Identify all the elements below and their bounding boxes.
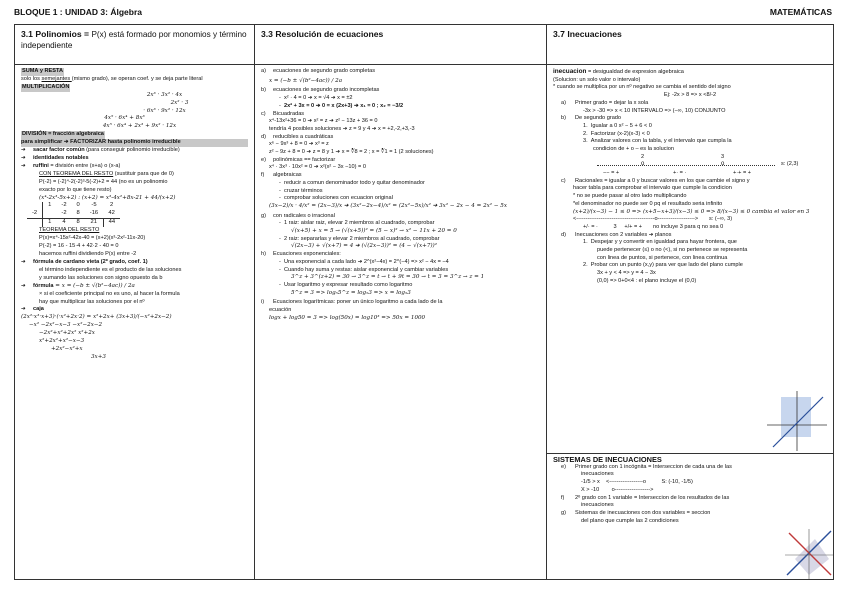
- math-line: - 2x² + 3x = 0 ➔ 0 = x (2x+3) ➔ x₁ = 0 ; x₂ = −3/2: [279, 102, 404, 109]
- header-text: P(x) está formado por monomios y término independiente: [21, 30, 247, 50]
- text-line: (0,0) => 0+0<4 : el plano incluye el (0,0): [597, 277, 697, 284]
- list-item: - Una exponencial a cada lado ➔ 2^(x²−4x) = 2^(−4) => x² − 4x = −4: [279, 258, 449, 265]
- number-line-label: 2: [641, 153, 645, 160]
- list-item: - reducir a comun denominador todo y quitar denominador: [279, 179, 425, 186]
- text-line: inecuaciones: [581, 502, 614, 509]
- text-line: hay que multiplicar las soluciones por el nº: [39, 298, 145, 305]
- list-item: ➔ ruffini = división entre (x+a) o (x-a): [21, 162, 121, 169]
- sign-label: −− = +: [603, 169, 620, 176]
- math-line: (x+2)/(x−3) − 1 ≤ 0 => (x+5−x+3)/(x−3) ≤ 0 => 8/(x−3) ≤ 0 cambia el valor en 3: [573, 208, 810, 215]
- math-line: z² − 9z + 8 = 0 ➔ z = 8 y 1 ➔ x = ∛8 = 2 ; x = ∛1 = 1 (2 soluciones): [269, 149, 434, 156]
- list-item: - Cuando hay suma y restas: aislar exponencial y cambiar variables: [279, 266, 449, 273]
- list-item: g) Sistemas de inecuaciones con dos variables = seccion: [561, 509, 711, 516]
- math-line: 5^z = 3 => log₅5^z = log₅3 => x = log₅3: [291, 289, 411, 296]
- header-bold: 3.7 Inecuaciones: [553, 29, 622, 39]
- text-line: solo los semejantes (mismo grado), se operan coef. y se deja parte literal: [21, 75, 203, 82]
- text-line: -1/5 > x <------------------o S: (-10, -1/5): [581, 479, 693, 486]
- text-line: *el denominador no puede ser 0 pq el resultado seria infinito: [573, 200, 723, 207]
- math-line: 4x⁵ · 6x⁴ + 2x³ + 9x² · 12x: [102, 123, 177, 130]
- text-line: 3x + y < 4 => y = 4 − 3x: [597, 270, 656, 277]
- sign-label: +·+ = +: [733, 169, 752, 176]
- page-header: [14, 7, 832, 19]
- subject-title: MATEMÁTICAS: [769, 7, 832, 17]
- math-line: x⁴ · 3x³ · 10x² = 0 ➔ x²(x² − 3x −10) = 0: [269, 164, 366, 171]
- list-item: - Usar logaritmo y expresar resultado como logaritmo: [279, 281, 413, 288]
- list-item: 1. Igualar a 0 x² − 5 + 6 < 0: [583, 122, 652, 129]
- math-line: √(x+5) + x = 5 → (√(x+5))² = (5 − x)² → x² − 11x + 20 = 0: [291, 228, 457, 235]
- text-line: exacto por lo que tiene resto): [39, 186, 112, 193]
- list-item: - cruzar términos: [279, 187, 323, 194]
- list-item: 1. Despejar y y convertir en igualdad para hayar frontera, que: [583, 239, 737, 246]
- math-line: x = (−b ± √(b²−4ac)) / 2a: [269, 77, 343, 84]
- text-line: ecuación: [269, 307, 292, 314]
- math-line: 2x² · 3: [170, 99, 189, 106]
- table-row: 1 -2 0 -5 2: [27, 202, 120, 210]
- header-bold: 3.1 Polinomios =: [21, 29, 92, 39]
- list-item: 2. Factorizar (x-2)(x-3) < 0: [583, 130, 650, 137]
- open-point: o: [721, 160, 725, 167]
- section-title: MULTIPLICACIÓN: [22, 83, 70, 90]
- math-line: 2x³ · 3x² · 4x: [146, 91, 183, 98]
- list-item: ➔ fórmula de cardano vieta (2º grado, coef. 1): [21, 259, 148, 266]
- sign-label: +· = ·: [673, 169, 687, 176]
- text-line: * cuando se multiplica por un nº negativo se cambia el sentido del signo: [553, 84, 731, 91]
- text-line: con linea de puntos, si pertenece, con linea continua: [597, 254, 728, 261]
- text-line: P(x)=x⁴-15x²-42x-40 = (x+2)(x³-2x²-11x-20): [39, 235, 146, 242]
- list-item: b) De segundo grado: [561, 115, 622, 122]
- number-line-axis: [597, 165, 775, 166]
- column-body: [255, 65, 546, 326]
- math-line: −x² −2x²−x−3 −x²−2x−2: [29, 322, 103, 329]
- section-title: SISTEMAS DE INECUACIONES: [553, 455, 662, 464]
- list-item: - 2 raiz: separarlas y elevar 2 miembros al cuadrado, comprobar: [279, 235, 440, 242]
- list-item: ➔ caja: [21, 306, 44, 313]
- text-line: y sumando las soluciones con signo opuesto da b: [39, 274, 163, 281]
- text-line: TEOREMA DEL RESTO: [39, 227, 100, 234]
- math-line: 4x⁵ · 6x⁴ + 8x³: [104, 115, 145, 122]
- column-body: [15, 65, 254, 365]
- header-bold: 3.3 Resolución de ecuaciones: [261, 29, 384, 39]
- text-line: Ej: -2x > 8 => x <8/-2: [663, 92, 717, 99]
- math-line: · 6x³ · 9x² · 12x: [143, 107, 186, 114]
- list-item: c) Racionales = igualar a 0 y buscar valores en los que cambie el signo y: [561, 177, 750, 184]
- text-line: inecuacion = desigualdad de expresion algebraica: [553, 68, 684, 75]
- text-line: tendría 4 posibles soluciones ➔ z = 9 y 4 ➔ x = +2,-2,+3,-3: [269, 125, 415, 132]
- text-line: × si el coeficiente principal no es uno, al hacer la formula: [39, 290, 180, 297]
- list-item: ➔ sacar factor común (para conseguir polinomio irreducible): [21, 147, 180, 154]
- list-item: i) Ecuaciones logarítmicas: poner un único logaritmo a cada lado de la: [261, 299, 443, 306]
- list-item: h) Ecuaciones exponenciales:: [261, 251, 341, 258]
- list-item: d) Inecuaciones con 2 variables ➔ planos: [561, 231, 672, 238]
- list-item: e) polinómicas == factorizar: [261, 156, 336, 163]
- shaded-region: [781, 397, 811, 437]
- list-item: - 1 raiz: aislar raiz, elevar 2 miembros al cuadrado, comprobar: [279, 220, 435, 227]
- list-item: b) ecuaciones de segundo grado incompletas: [261, 87, 380, 94]
- text-line: -3x > -30 => x < 10 INTERVALO => (−∞, 10) CONJUNTO: [583, 107, 726, 114]
- math-line: (x⁴-2x³-5x+2) : (x+2) = x³-4x²+8x-21 + 44/(x+2): [39, 194, 176, 201]
- list-item: 3. Analizar valores con la tabla, y el intervalo que cumpla la: [583, 138, 732, 145]
- unit-title: BLOQUE 1 : UNIDAD 3: Álgebra: [14, 7, 142, 17]
- text-line: * no se puede pasar al otro lado multiplicando: [573, 193, 687, 200]
- list-item: d) reducibles a cuadráticas: [261, 133, 334, 140]
- text-line: del plano que cumple las 2 condiciones: [581, 517, 679, 524]
- summary-grid: [14, 24, 834, 580]
- list-item: ➔ fórmula = x = (−b ± √(b²−4ac)) / 2a: [21, 282, 135, 289]
- list-item: c) Bicuadradas: [261, 110, 305, 117]
- table-row: 1 4 8 21 44: [27, 219, 120, 228]
- text-line: hacer tabla para comprobar el intervalo que cumple la condicion: [573, 185, 732, 192]
- math-line: −2x²+x²+2x² x²+2x: [39, 330, 95, 337]
- math-line: +2x²−x²+x: [51, 346, 83, 352]
- list-item: f) algebraicas: [261, 172, 302, 179]
- text-line: X > -10 o------------------->: [581, 486, 654, 493]
- systems-section: [547, 453, 833, 528]
- math-line: (3x−2)/x · 4/x² = (2x−3)/x ➔ (3x²−2x−4)/x² = (2x²−5x)/x² ➔ 3x² − 2x − 4 = 2x² − 5x: [269, 202, 507, 209]
- column-header: [255, 25, 546, 65]
- column-inecuaciones: [547, 25, 833, 579]
- math-line: x⁶ − 9x³ + 8 = 0 ➔ x³ = z: [269, 141, 329, 148]
- section-title: SUMA y RESTA: [22, 68, 64, 74]
- text-line: (Solucion: un solo valor o intervalo): [553, 76, 641, 83]
- column-header: [15, 25, 254, 65]
- list-item: f) 2º grado con 1 variable = Interseccion de los resultados de las: [561, 494, 730, 501]
- table-row: -2 -2 8 -16 42: [27, 210, 120, 219]
- text-line: +/· = · 3 +/+ = + no incluye 3 para q no sea 0: [583, 223, 724, 230]
- text-line: P(-2) = (-2)⁴-2(-2)³-5(-2)+2 = 44 (no es un polinomio: [39, 178, 168, 185]
- column-body: [547, 65, 833, 289]
- text-line: hacemos ruffini dividiendo P(x) entre -2: [39, 251, 137, 258]
- list-item: - comprobar soluciones con ecuacion original: [279, 195, 393, 202]
- list-item: a) Primer grado = dejar la x sola: [561, 99, 649, 106]
- text-line: inecuaciones: [581, 471, 614, 478]
- math-line: x⁴-13x²+36 = 0 ➔ x² = z ➔ z² − 13z + 36 = 0: [269, 118, 378, 125]
- math-line: 3^z + 3^(z+2) = 30 → 3^z = t → t + 9t = 30 → t = 3 = 3^z → z = 1: [291, 274, 485, 281]
- text-line: <------------------------------------------o--------------------> s: (−∞, 3): [573, 216, 733, 223]
- math-line: √(2x−3) + √(x+7) = 4 ➔ (√(2x−3))² = (4 − √(x+7))²: [291, 243, 437, 250]
- column-polinomios: [15, 25, 255, 579]
- number-line-label: 3: [721, 153, 725, 160]
- text-line: condicion de + o – es la solucion: [593, 146, 675, 153]
- plane-diagram: [767, 391, 827, 451]
- text-line: P(-2) = 16 - 15·4 + 42·2 - 40 = 0: [39, 243, 119, 250]
- math-line: x²+2x²+x²−x−3: [39, 338, 85, 345]
- text-line: puede pertenecer (≤) o no (<), si no pertenece se representa: [597, 247, 748, 254]
- system-diagram: [785, 529, 833, 579]
- number-line: [553, 154, 827, 178]
- list-item: a) ecuaciones de segundo grado completas: [261, 68, 376, 74]
- math-line: 3x+3: [91, 353, 106, 360]
- text-line: el término independiente es el producto de las soluciones: [39, 266, 182, 273]
- list-item: g) con radicales o irracional: [261, 212, 335, 219]
- column-header: [547, 25, 833, 65]
- number-line-solution: s: (2,3): [781, 160, 799, 167]
- text-line: CON TEOREMA DEL RESTO (sustituir para que de 0): [39, 170, 174, 177]
- list-item: e) Primer grado con 1 incógnita = Interseccion de cada una de las: [561, 463, 732, 470]
- math-line: - x² · 4 = 0 ➔ x = √4 ➔ x = ±2: [279, 95, 353, 102]
- list-item: 2. Probar con un punto (x,y) para ver que lado del plano cumple: [583, 262, 743, 269]
- ruffini-table: [27, 202, 120, 227]
- math-line: (2x²·x³·x+3)·(·x²+2x·2) = x²+2x+ (3x+3)/(−x²+2x−2): [21, 314, 172, 321]
- section-subtitle: para simplificar ➔ FACTORIZAR hasta polinomio irreducible: [21, 139, 248, 147]
- section-title: DIVISIÓN = fracción algebraica: [22, 131, 104, 138]
- open-point: o: [641, 160, 645, 167]
- column-ecuaciones: [255, 25, 547, 579]
- math-line: logx + log50 = 3 => log(50x) = log10³ => 50x = 1000: [269, 314, 426, 321]
- list-item: ➔ identidades notables: [21, 154, 89, 161]
